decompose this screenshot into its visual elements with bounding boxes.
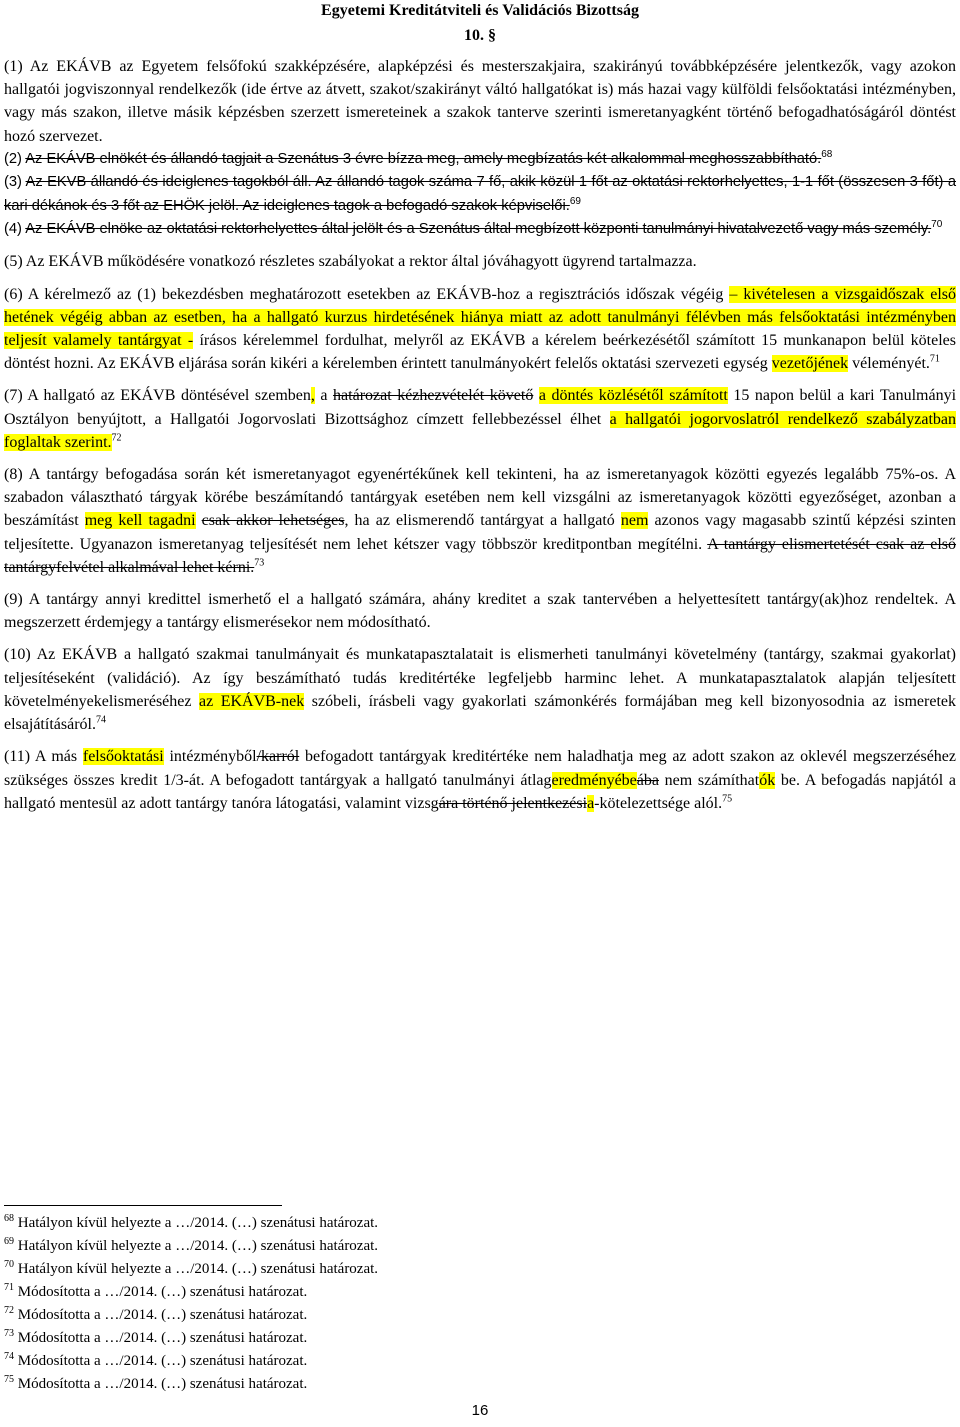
p6-highlight-2: vezetőjének bbox=[771, 355, 849, 373]
paragraph-3 bbox=[4, 171, 956, 218]
footnote-number: 68 bbox=[4, 1213, 14, 1224]
footnote-item bbox=[4, 1373, 904, 1396]
p8-struck-text-1: csak akkor lehetséges bbox=[201, 512, 345, 530]
paragraph-11 bbox=[4, 745, 956, 815]
footnote-ref-69[interactable]: 69 bbox=[569, 195, 581, 207]
p10-text-b: szóbeli, írásbeli vagy gyakorlati számonkérés formájában meg kell bizonyosodnia az ismeretek elsajátításáról. bbox=[4, 692, 957, 734]
footnote-number: 71 bbox=[4, 1282, 14, 1293]
p11-text-b: intézményből bbox=[163, 748, 257, 766]
p8-text-a: (8) A tantárgy befogadása során két ismeretanyagot egyenértékűnek kell tekinteni, ha az ismeretanyagok közötti egyezés legalább 75%-os. A szabadon választható tárgyak körébe beszámítandó tantárgyak esetében nem kell vizsgálni az ismeretanyagok közötti egyezőséget, azonban a beszámítást bbox=[4, 466, 956, 530]
p8-text-c: , ha az elismerendő tantárgyat a hallgató bbox=[344, 512, 621, 530]
p11-struck-text-3: ára történő jelentkezési bbox=[438, 794, 588, 812]
p11-highlight-4: a bbox=[587, 794, 595, 812]
footnote-number: 72 bbox=[4, 1305, 14, 1316]
paragraph-4 bbox=[4, 218, 956, 241]
footnote-number: 69 bbox=[4, 1236, 14, 1247]
p11-struck-text-1: /karról bbox=[256, 748, 300, 766]
p1-text: (1) Az EKÁVB az Egyetem felsőfokú szakképzésére, alapképzési és mesterszakjaira, szakirányú továbbképzésére jelentkezők, vagy azokon hallgatói jogviszonnyal rendelkezők (ide értve az átvett, szakot/szakirányt váltó hallgatókat is) más hazai vagy külföldi felsőoktatási intézményben, vagy más szakon, illetve másik képzésben szerzett ismereteinek a szakok tanterve szerinti ismeretanyagként történő befogadhatóságáról döntést hozó szervezet. bbox=[4, 58, 956, 145]
footnote-item bbox=[4, 1235, 904, 1258]
p8-struck-text-2: A tantárgy elismertetését csak az első tantárgyfelvétel alkalmával lehet kérni. bbox=[4, 535, 957, 576]
p2-struck-text: Az EKÁVB elnökét és állandó tagjait a Szenátus 3 évre bízza meg, amely megbízatás két alkalommal meghosszabbítható. bbox=[25, 150, 822, 167]
p10-text-a: (10) Az EKÁVB a hallgató szakmai tanulmányait és munkatapasztalatait is elismerheti tanulmányi követelmény (tantárgy, szakmai gyakorlat) teljesítéseként (validáció). Az így beszámítható tudás kreditértéke legfeljebb harminc lehet. A munkatapasztalatok alapján teljesített követelményekelismeréséhez bbox=[4, 646, 956, 710]
p7-text-d: 15 napon belül a kari Tanulmányi Osztályon benyújtott, a Hallgatói Jogorvoslati Bizottsághoz címzett fellebbezéssel élhet bbox=[4, 387, 957, 428]
p4-number: (4) bbox=[4, 221, 26, 238]
p11-text-e: be. A befogadás napjától a hallgató mentesül az adott tantárgy tanóra látogatási, valamint vizsg bbox=[4, 771, 957, 812]
footnote-text: Módosította a …/2014. (…) szenátusi határozat. bbox=[14, 1307, 308, 1323]
paragraph-1 bbox=[4, 55, 956, 148]
footnotes bbox=[4, 1212, 904, 1396]
p7-highlight-1: , bbox=[310, 387, 315, 405]
p5-text: (5) Az EKÁVB működésére vonatkozó részletes szabályokat a rektor által jóváhagyott ügyrend tartalmazza. bbox=[4, 253, 697, 271]
p2-number: (2) bbox=[4, 150, 26, 167]
footnote-number: 70 bbox=[4, 1259, 14, 1270]
p6-text-a: (6) A kérelmező az (1) bekezdésben meghatározott esetekben az EKÁVB-hoz a regisztrációs időszak végéig bbox=[4, 285, 730, 303]
p11-text-c: befogadott tantárgyak kreditértéke nem haladhatja meg az adott szakon az oklevél megszerzéséhez szükséges összes kredit 1/3-át. A befogadott tantárgyak a hallgató tanulmányi átlag bbox=[4, 748, 957, 789]
p7-highlight-2: a döntés közlésétől számított bbox=[538, 387, 728, 405]
footnote-item bbox=[4, 1304, 904, 1327]
footnote-number: 73 bbox=[4, 1328, 14, 1339]
p3-struck-text: Az EKVB állandó és ideiglenes tagokból áll. Az állandó tagok száma 7 fő, akik közül 1 főt az oktatási rektorhelyettes, 1-1 főt (összesen 3 főt) a kari dékánok és 3 főt az EHÖK jelöl. Az ideiglenes tagok a befogadó szakok képviselői. bbox=[4, 174, 956, 214]
footnote-ref-71[interactable]: 71 bbox=[929, 353, 940, 365]
footnote-item bbox=[4, 1212, 904, 1235]
p7-text-a: (7) A hallgató az EKÁVB döntésével szemben bbox=[4, 387, 311, 405]
p11-text-d: nem számíthat bbox=[658, 771, 760, 789]
p6-highlight-1: – kivételesen a vizsgaidőszak első hetének végéig abban az esetben, ha a hallgató kurzus hirdetésének hiánya miatt az adott tanulmányi félévben más felsőoktatási intézményben teljesít valamely tantárgyat - bbox=[4, 285, 956, 350]
p7-struck-text: határozat kézhezvételét követő bbox=[333, 387, 534, 405]
footnote-number: 74 bbox=[4, 1351, 14, 1362]
p7-text-b: a bbox=[314, 387, 334, 405]
footnote-ref-70[interactable]: 70 bbox=[931, 219, 943, 231]
p6-text-c: véleményét. bbox=[848, 355, 930, 373]
footnote-text: Hatályon kívül helyezte a …/2014. (…) szenátusi határozat. bbox=[14, 1261, 379, 1277]
p11-struck-text-2: ába bbox=[636, 771, 659, 789]
paragraph-5 bbox=[4, 250, 956, 273]
paragraph-2 bbox=[4, 148, 956, 171]
footnote-text: Hatályon kívül helyezte a …/2014. (…) szenátusi határozat. bbox=[14, 1215, 379, 1231]
paragraph-10 bbox=[4, 643, 956, 736]
footnote-separator bbox=[4, 1205, 282, 1206]
p11-highlight-1: felsőoktatási bbox=[82, 748, 164, 766]
footnote-text: Módosította a …/2014. (…) szenátusi határozat. bbox=[14, 1330, 308, 1346]
p11-text-f: -kötelezettsége alól. bbox=[594, 794, 723, 812]
paragraph-7 bbox=[4, 384, 956, 454]
p6-text-b: írásos kérelemmel fordulhat, melyről az EKÁVB a kérelem beérkezésétől számított 15 munkanapon belül köteles döntést hozni. Az EKÁVB eljárása során kikéri a kérelemben érintett tanulmányokért felelős oktatási szervezeti egység bbox=[4, 332, 956, 373]
p4-struck-text: Az EKÁVB elnöke az oktatási rektorhelyettes által jelölt és a Szenátus által megbízott központi tanulmányi hivatalvezető vagy más személy. bbox=[25, 221, 932, 238]
footnote-item bbox=[4, 1258, 904, 1281]
p3-number: (3) bbox=[4, 174, 26, 191]
p8-highlight-2: nem bbox=[620, 512, 649, 530]
footnote-item bbox=[4, 1281, 904, 1304]
committee-title: Egyetemi Kreditátviteli és Validációs Bizottság bbox=[321, 2, 639, 19]
p11-highlight-3: ók bbox=[759, 771, 776, 789]
footnote-item bbox=[4, 1350, 904, 1373]
p11-highlight-2: eredményébe bbox=[551, 771, 637, 789]
paragraph-9 bbox=[4, 588, 956, 634]
paragraph-8 bbox=[4, 463, 956, 579]
footnote-ref-74[interactable]: 74 bbox=[95, 714, 106, 726]
footnote-text: Hatályon kívül helyezte a …/2014. (…) szenátusi határozat. bbox=[14, 1238, 379, 1254]
section-number: 10. § bbox=[464, 27, 496, 44]
footnote-number: 75 bbox=[4, 1374, 14, 1385]
footnote-ref-68[interactable]: 68 bbox=[821, 148, 833, 160]
p8-highlight-1: meg kell tagadni bbox=[84, 512, 196, 530]
p8-text-d: azonos vagy magasabb szintű képzési szinten teljesítette. Ugyanazon ismeretanyag teljesítését nem lehet kétszer vagy többször kreditpontban megítélni. bbox=[4, 512, 956, 553]
p9-text: (9) A tantárgy annyi kredittel ismerhető el a hallgató számára, ahány kreditet a szak tantervében a helyettesített tantárgy(ak)hoz rendeltek. A megszerzett érdemjegy a tantárgy elismerésekor nem módosítható. bbox=[4, 591, 956, 632]
page-number: 16 bbox=[471, 1402, 489, 1419]
footnote-text: Módosította a …/2014. (…) szenátusi határozat. bbox=[14, 1376, 308, 1392]
footnote-ref-73[interactable]: 73 bbox=[254, 557, 265, 569]
paragraph-6 bbox=[4, 283, 956, 376]
footnote-item bbox=[4, 1327, 904, 1350]
footnote-text: Módosította a …/2014. (…) szenátusi határozat. bbox=[14, 1284, 308, 1300]
footnote-text: Módosította a …/2014. (…) szenátusi határozat. bbox=[14, 1353, 308, 1369]
footnote-ref-75[interactable]: 75 bbox=[722, 793, 733, 805]
footnote-ref-72[interactable]: 72 bbox=[111, 432, 122, 444]
p11-text-a: (11) A más bbox=[4, 748, 83, 766]
p10-highlight: az EKÁVB-nek bbox=[198, 692, 305, 710]
p7-highlight-3: a hallgatói jogorvoslatról rendelkező szabályzatban foglaltak szerint. bbox=[4, 410, 957, 451]
